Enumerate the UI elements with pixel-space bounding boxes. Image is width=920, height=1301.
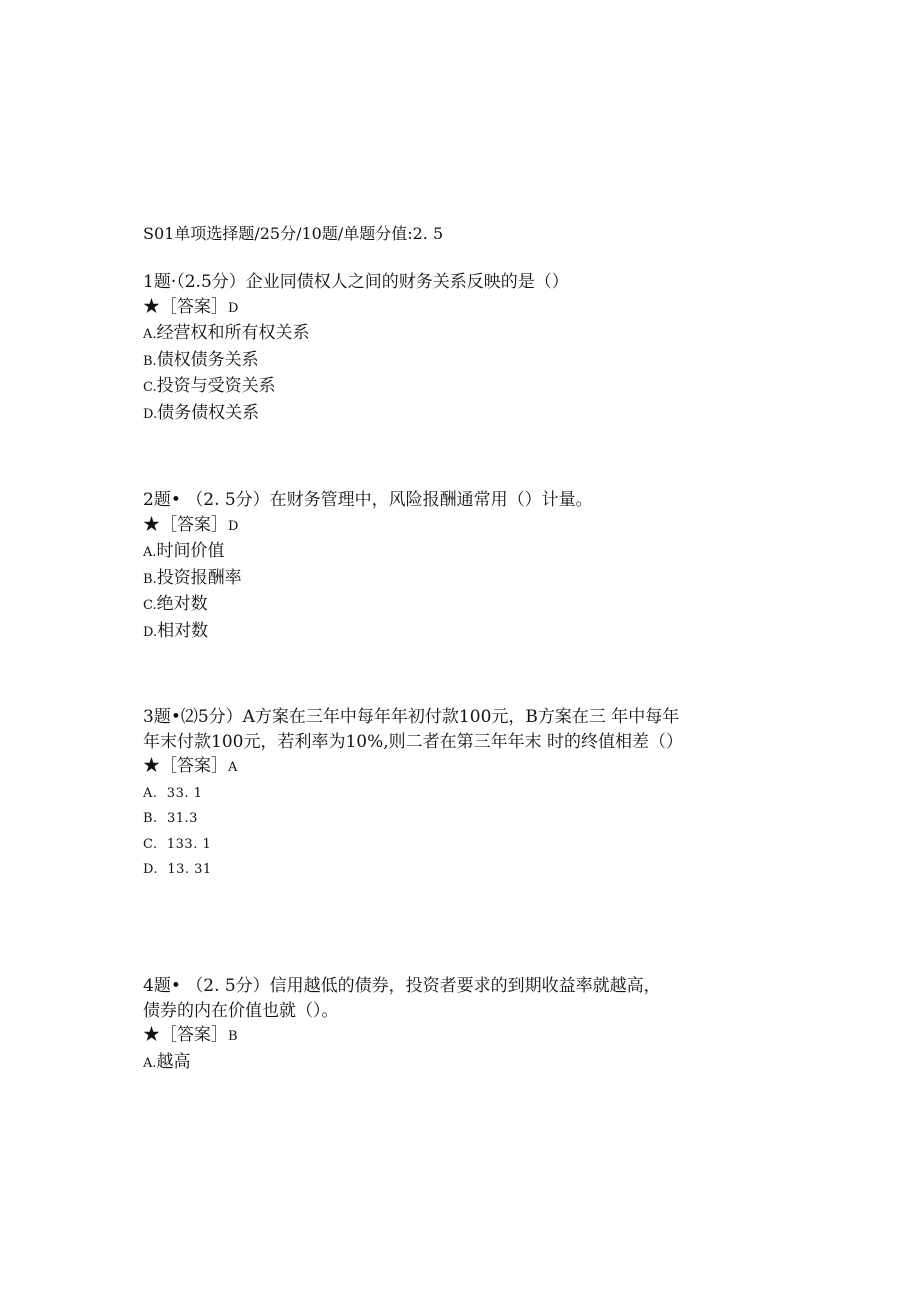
answer-line [143,513,703,540]
option-text: 133. 1 [157,836,212,852]
option-letter: A. [143,785,158,801]
answer-line [143,295,703,322]
question-stem: 1题·（2.5分）企业同债权人之间的财务关系反映的是（） [143,272,569,292]
option-text: 33. 1 [157,785,203,801]
option-b [143,806,703,832]
question-stem: 4题• （2. 5分）信用越低的债券，投资者要求的到期收益率就越高，债券的内在价值也就（）。 [143,976,661,1021]
option-text: 债权债务关系 [156,349,259,370]
option-text: 31.3 [157,811,198,826]
option-c [143,374,703,401]
option-c [143,832,703,858]
option-letter: A. [143,545,157,560]
answer-label: ★［答案］ [143,514,228,535]
answer-line [143,754,703,781]
answer-key: D [228,518,239,534]
option-letter: A. [143,327,157,342]
answer-label: ★［答案］ [143,756,228,776]
option-letter: B. [143,571,157,587]
answer-key: A [228,760,238,775]
answer-label: ★［答案］ [143,1025,228,1045]
question-3 [143,705,703,883]
question-stem: 2题• （2. 5分）在财务管理中，风险报酬通常用（）计量。 [143,490,593,510]
option-letter: B. [143,811,158,826]
option-a [143,781,703,807]
option-a [143,539,703,566]
answer-label: ★［答案］ [143,296,228,317]
option-a [143,1050,703,1077]
option-d [143,857,703,883]
option-text: 时间价值 [156,541,225,561]
option-text: 投资报酬率 [156,567,242,588]
question-stem: 3题•⑵5分）A方案在三年中每年年初付款100元，B方案在三 年中每年年末付款100元，若利率为10%,则二者在第三年年末 时的终值相差（） [143,707,684,752]
option-letter: C. [143,380,157,395]
answer-key: D [228,300,239,316]
answer-key: B [228,1029,238,1044]
option-letter: B. [143,353,157,369]
option-text: 经营权和所有权关系 [156,323,310,343]
option-letter: D. [143,862,159,877]
option-text: 债务债权关系 [157,402,260,423]
option-a [143,321,703,348]
question-4 [143,974,703,1076]
option-b [143,566,703,593]
section-title: S01单项选择题/25分/10题/单题分值:2. 5 [143,224,444,243]
option-letter: C. [143,836,158,852]
option-text: 绝对数 [156,594,208,614]
option-text: 相对数 [157,620,209,641]
option-b [143,348,703,375]
option-letter: D. [143,406,158,422]
question-2 [143,488,703,645]
answer-line [143,1023,703,1050]
option-text: 投资与受资关系 [156,376,276,396]
option-letter: A. [143,1055,157,1071]
question-1 [143,270,703,427]
option-d [143,619,703,646]
option-letter: D. [143,624,158,640]
option-c [143,592,703,619]
option-text: 13. 31 [158,862,212,877]
option-d [143,401,703,428]
option-text: 越高 [156,1051,191,1072]
option-letter: C. [143,598,157,613]
